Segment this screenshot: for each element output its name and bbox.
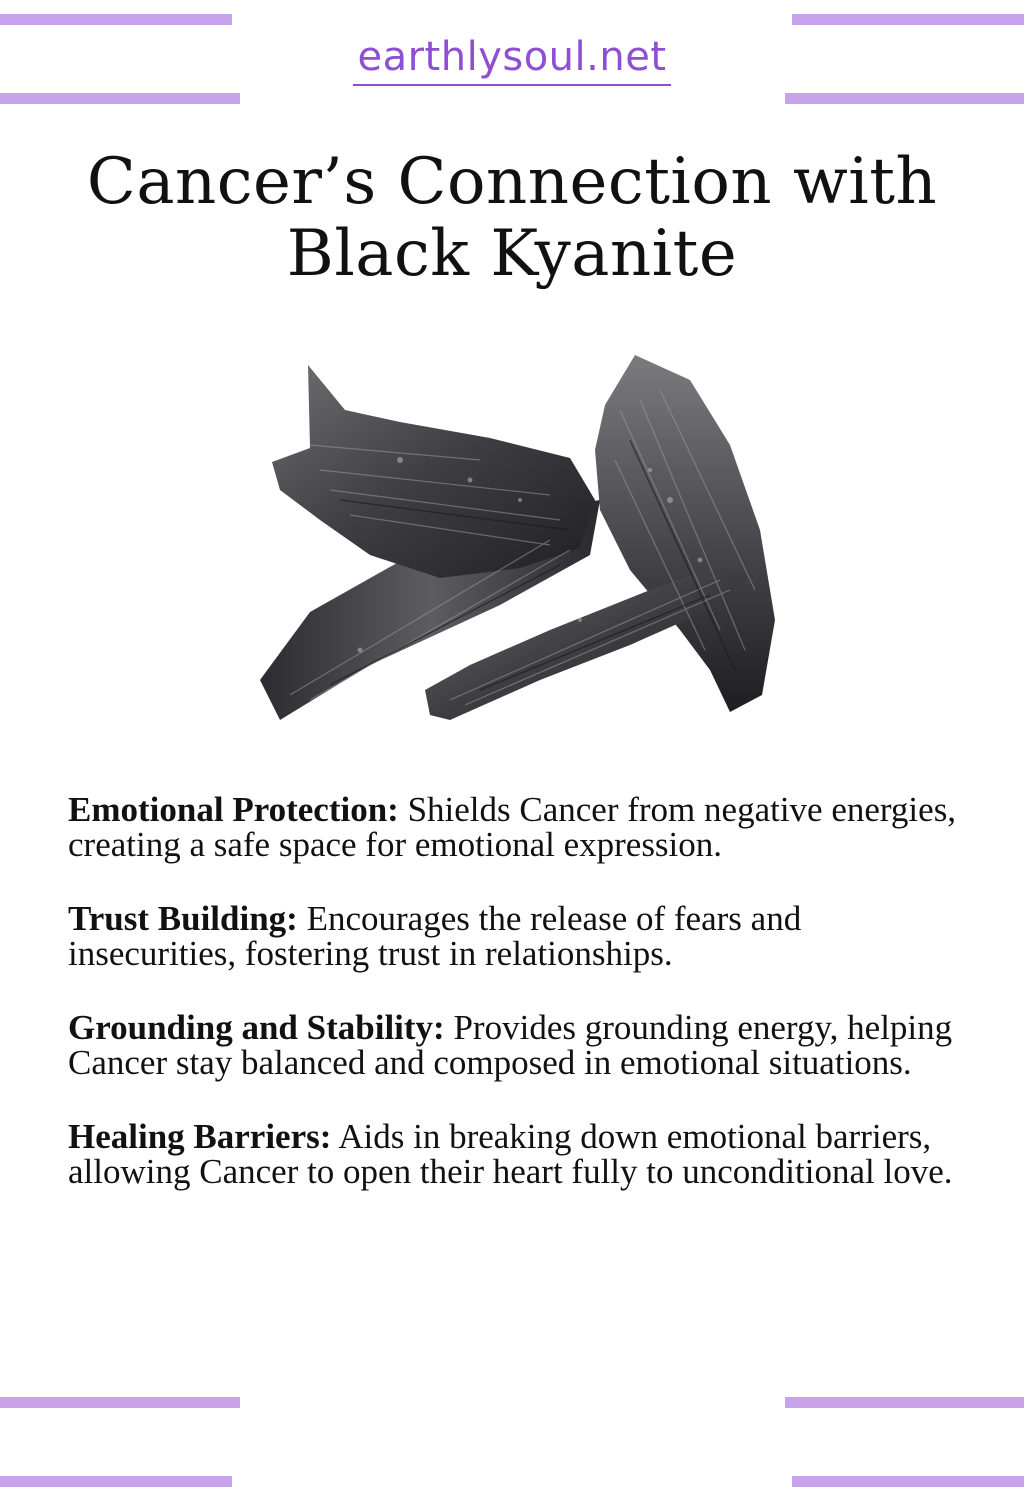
crystal-cluster-left: [272, 365, 595, 578]
properties-list: [68, 792, 966, 1228]
item-text: Provides grounding energy, helping Cancer stay balanced and composed in emotional situations.: [68, 1008, 953, 1082]
item-term: Trust Building:: [68, 899, 298, 938]
list-item: [68, 792, 966, 862]
crystal-cluster-right: [595, 355, 775, 712]
item-term: Healing Barriers:: [68, 1117, 332, 1156]
item-term: Emotional Protection:: [68, 790, 399, 829]
logo-text: earthlysoul.net: [353, 34, 670, 86]
list-item: [68, 901, 966, 971]
item-text: Encourages the release of fears and insecurities, fostering trust in relationships.: [68, 899, 802, 973]
page-title-line-1: Cancer’s Connection with: [86, 145, 938, 219]
black-kyanite-image: [250, 350, 790, 740]
top-left-bar-upper: [0, 14, 232, 25]
bottom-right-bar-upper: [785, 1397, 1024, 1408]
item-term: Grounding and Stability:: [68, 1008, 445, 1047]
bottom-left-bar-lower: [0, 1476, 232, 1487]
list-item: [68, 1119, 966, 1189]
top-right-bar-upper: [792, 14, 1024, 25]
top-left-bar-lower: [0, 93, 240, 104]
top-right-bar-lower: [785, 93, 1024, 104]
page-title: [40, 146, 984, 290]
bottom-right-bar-lower: [792, 1476, 1024, 1487]
item-text: Shields Cancer from negative energies, creating a safe space for emotional expression.: [68, 790, 957, 864]
list-item: [68, 1010, 966, 1080]
page-title-line-2: Black Kyanite: [286, 217, 738, 291]
bottom-left-bar-upper: [0, 1397, 240, 1408]
item-text: Aids in breaking down emotional barriers, allowing Cancer to open their heart fully to unconditional love.: [68, 1117, 953, 1191]
site-logo[interactable]: [0, 34, 1024, 89]
